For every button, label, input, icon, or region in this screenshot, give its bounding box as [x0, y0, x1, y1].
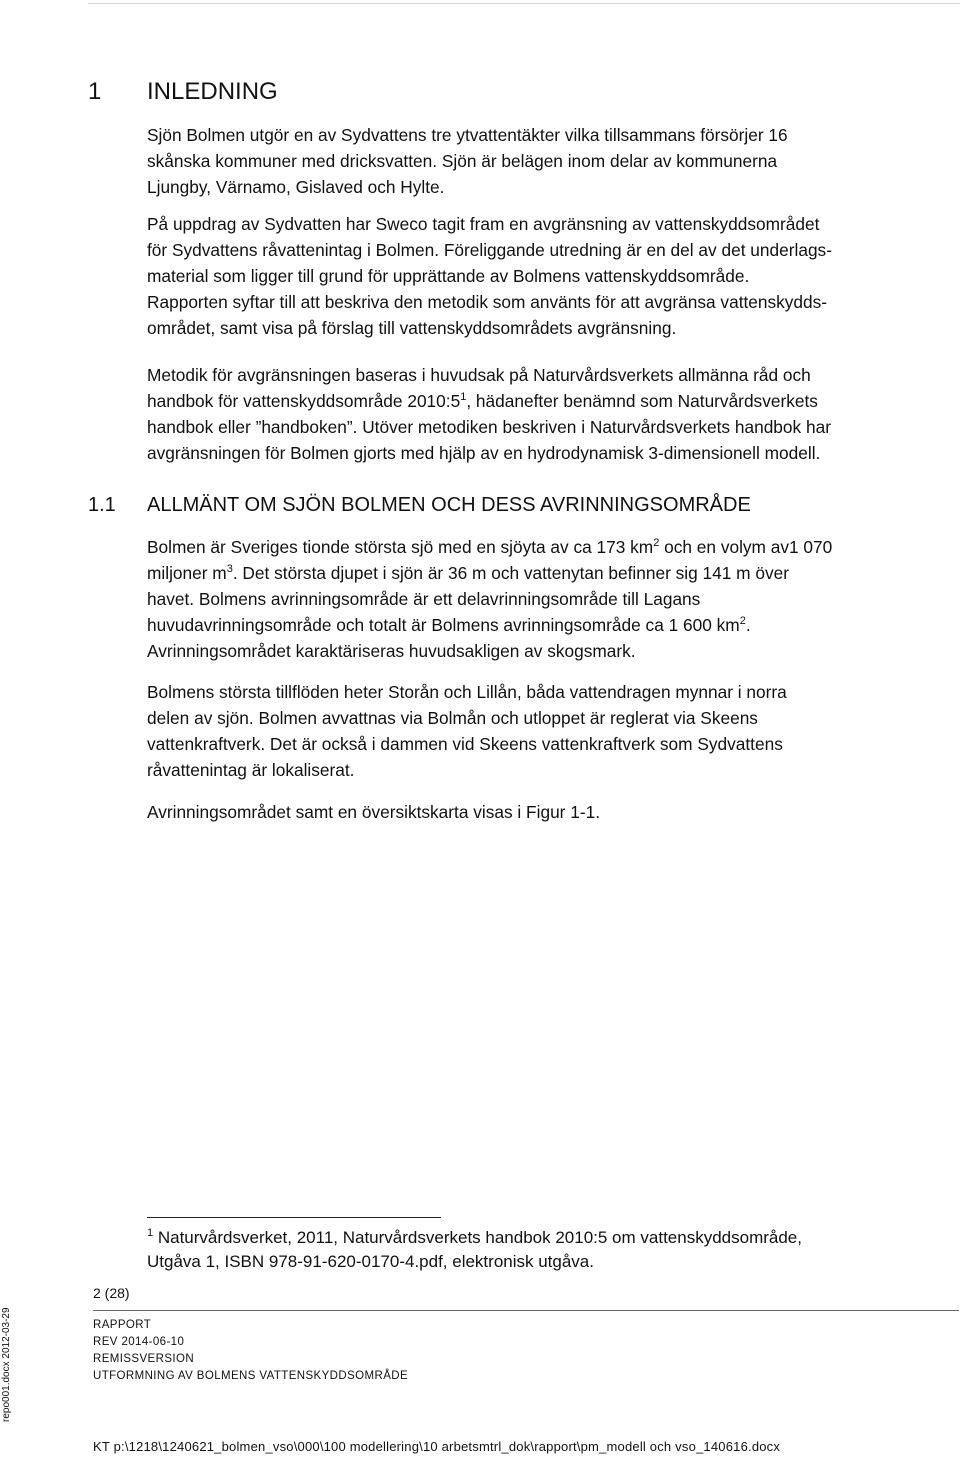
text-line: handbok eller ”handboken”. Utöver metodiken beskriven i Naturvårdsverkets handbok har	[147, 417, 831, 437]
document-type: RAPPORT	[93, 1319, 152, 1331]
superscript: 2	[653, 537, 660, 549]
text-line: vattenkraftverk. Det är också i dammen vid Skeens vattenkraftverk som Sydvattens	[147, 734, 783, 754]
paragraph-figure-reference	[147, 799, 959, 825]
section-title: ALLMÄNT OM SJÖN BOLMEN OCH DESS AVRINNINGSOMRÅDE	[147, 494, 751, 516]
section-title: INLEDNING	[147, 78, 278, 105]
footnote	[147, 1226, 802, 1274]
version-label: REMISSVERSION	[93, 1353, 195, 1365]
revision-date: REV 2014-06-10	[93, 1336, 185, 1348]
footnote-text: Naturvårdsverket, 2011, Naturvårdsverkets handbok 2010:5 om vattenskyddsområde,	[153, 1228, 802, 1247]
document-title: UTFORMNING AV BOLMENS VATTENSKYDDSOMRÅDE	[93, 1370, 409, 1382]
text-line: området, samt visa på förslag till vattenskyddsområdets avgränsning.	[147, 318, 677, 338]
text-line: material som ligger till grund för upprättande av Bolmens vattenskyddsområde.	[147, 266, 750, 286]
paragraph-lake-facts	[147, 534, 959, 664]
footnote-reference: 1	[460, 391, 467, 403]
footnote-separator	[147, 1217, 441, 1218]
text-line: Rapporten syftar till att beskriva den metodik som använts för att avgränsa vattenskydds-	[147, 292, 828, 312]
text-line: avgränsningen för Bolmen gjorts med hjälp av en hydrodynamisk 3-dimensionell modell.	[147, 443, 821, 463]
text-line: Sjön Bolmen utgör en av Sydvattens tre ytvattentäkter vilka tillsammans försörjer 16	[147, 125, 788, 145]
text-line: havet. Bolmens avrinningsområde är ett delavrinningsområde till Lagans	[147, 589, 701, 609]
section-number: 1.1	[88, 494, 116, 516]
text-line: På uppdrag av Sydvatten har Sweco tagit fram en avgränsning av vattenskyddsområdet	[147, 214, 820, 234]
paragraph-method	[147, 362, 959, 466]
file-path: KT p:\1218\1240621_bolmen_vso\000\100 modellering\10 arbetsmtrl_dok\rapport\pm_modell och vso_140616.docx	[93, 1439, 781, 1454]
superscript: 3	[226, 563, 233, 575]
footnote-text: Utgåva 1, ISBN 978-91-620-0170-4.pdf, elektronisk utgåva.	[147, 1252, 594, 1271]
footnote-marker: 1	[147, 1227, 154, 1239]
section-number: 1	[88, 78, 102, 105]
text-line: Metodik för avgränsningen baseras i huvudsak på Naturvårdsverkets allmänna råd och	[147, 365, 811, 385]
header-rule	[88, 3, 960, 4]
text-line: skånska kommuner med dricksvatten. Sjön är belägen inom delar av kommunerna	[147, 151, 778, 171]
footer-metadata	[93, 1317, 408, 1385]
paragraph-assignment	[147, 211, 959, 341]
text-line: Avrinningsområdet samt en översiktskarta visas i Figur 1-1.	[147, 802, 601, 822]
text-line: miljoner $m^3$. Det största djupet i sjön är 36 m och vattenytan befinner sig 141 m över	[147, 563, 790, 583]
text-line: huvudavrinningsområde och totalt är Bolmens avrinningsområde ca 1 600 $km^2$.	[147, 615, 751, 635]
text-line: Bolmens största tillflöden heter Storån och Lillån, båda vattendragen mynnar i norra	[147, 682, 787, 702]
text-line: Bolmen är Sveriges tionde största sjö med en sjöyta av ca 173 $km^2$ och en volym av1 070	[147, 537, 833, 557]
paragraph-intro	[147, 122, 959, 200]
text-line: råvattenintag är lokaliserat.	[147, 760, 355, 780]
text-line: handbok för vattenskyddsområde $2010:5^1$, hädanefter benämnd som Naturvårdsverkets	[147, 391, 818, 411]
text-line: Ljungby, Värnamo, Gislaved och Hylte.	[147, 177, 445, 197]
text-line: Avrinningsområdet karaktäriseras huvudsakligen av skogsmark.	[147, 641, 636, 661]
page-number: 2 (28)	[93, 1285, 130, 1301]
footer-rule	[93, 1310, 959, 1311]
superscript: 2	[739, 615, 746, 627]
paragraph-inflows	[147, 679, 959, 783]
text-line: delen av sjön. Bolmen avvattnas via Bolmån och utloppet är reglerat via Skeens	[147, 708, 758, 728]
text-line: för Sydvattens råvattenintag i Bolmen. Föreliggande utredning är en del av det underlags-	[147, 240, 832, 260]
template-label: repo001.docx 2012-03-29	[1, 1307, 12, 1422]
